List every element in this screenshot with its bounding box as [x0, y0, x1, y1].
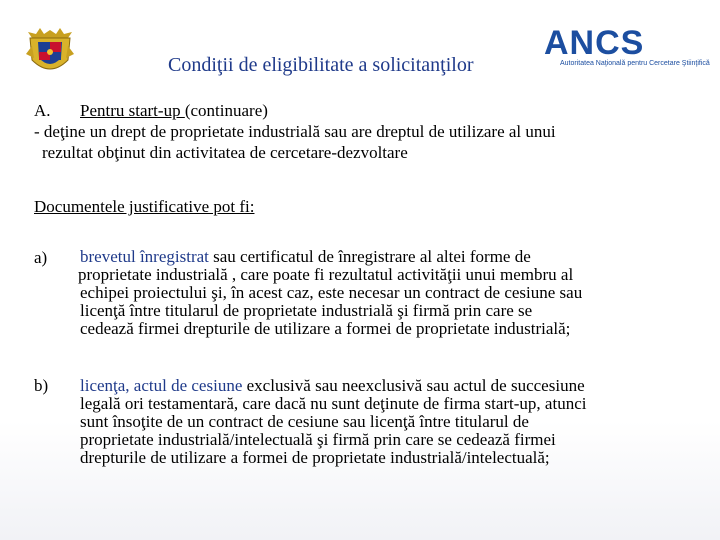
item-b-line-5: drepturile de utilizare a formei de proprietate industrială/intelectuală;: [80, 448, 550, 467]
page-title: Condiţii de eligibilitate a solicitanţilor: [168, 54, 474, 76]
section-a-heading-suffix: (continuare): [184, 101, 268, 120]
item-a-line-3: echipei proiectului şi, în acest caz, este necesar un contract de cesiune sau: [80, 283, 583, 302]
item-b-line-1-rest: exclusivă sau neexclusivă sau actul de succesiune: [242, 376, 585, 395]
item-a-marker: a): [34, 248, 48, 267]
section-a-marker: A.: [34, 101, 51, 120]
item-a-paragraph: [80, 248, 680, 338]
item-a-lead: brevetul înregistrat: [80, 247, 209, 266]
section-a-line-1: - deţine un drept de proprietate industrială sau are dreptul de utilizare al unui: [34, 122, 556, 141]
item-b-line-3: sunt însoţite de un contract de cesiune sau licenţă între titularul de: [80, 412, 529, 431]
item-b-line-4: proprietate industrială/intelectuală şi firmă prin care se cedează firmei: [80, 430, 556, 449]
romania-coat-of-arms-logo: [26, 24, 74, 80]
item-a-line-2: proprietate industrială , care poate fi rezultatul activităţii unui membru al: [78, 265, 574, 284]
ancs-logo: ANCS: [544, 24, 645, 62]
item-b-line-2: legală ori testamentară, care dacă nu sunt deţinute de firma start-up, atunci: [80, 394, 587, 413]
section-a-heading: Pentru start-up: [80, 101, 185, 120]
documents-label: Documentele justificative pot fi:: [34, 197, 255, 216]
item-b-paragraph: [80, 377, 680, 467]
item-a-line-1-rest: sau certificatul de înregistrare al altei forme de: [208, 247, 531, 266]
ancs-logo-subtitle: Autoritatea Naţională pentru Cercetare Ştiinţifică: [560, 60, 710, 67]
item-b-marker: b): [34, 376, 49, 395]
section-a-line-2: rezultat obţinut din activitatea de cercetare-dezvoltare: [42, 143, 408, 162]
item-a-line-4: licenţă între titularul de proprietate industrială şi firmă prin care se: [80, 301, 533, 320]
item-b-lead: licenţa, actul de cesiune: [80, 376, 243, 395]
item-a-line-5: cedează firmei drepturile de utilizare a formei de proprietate industrială;: [80, 319, 571, 338]
